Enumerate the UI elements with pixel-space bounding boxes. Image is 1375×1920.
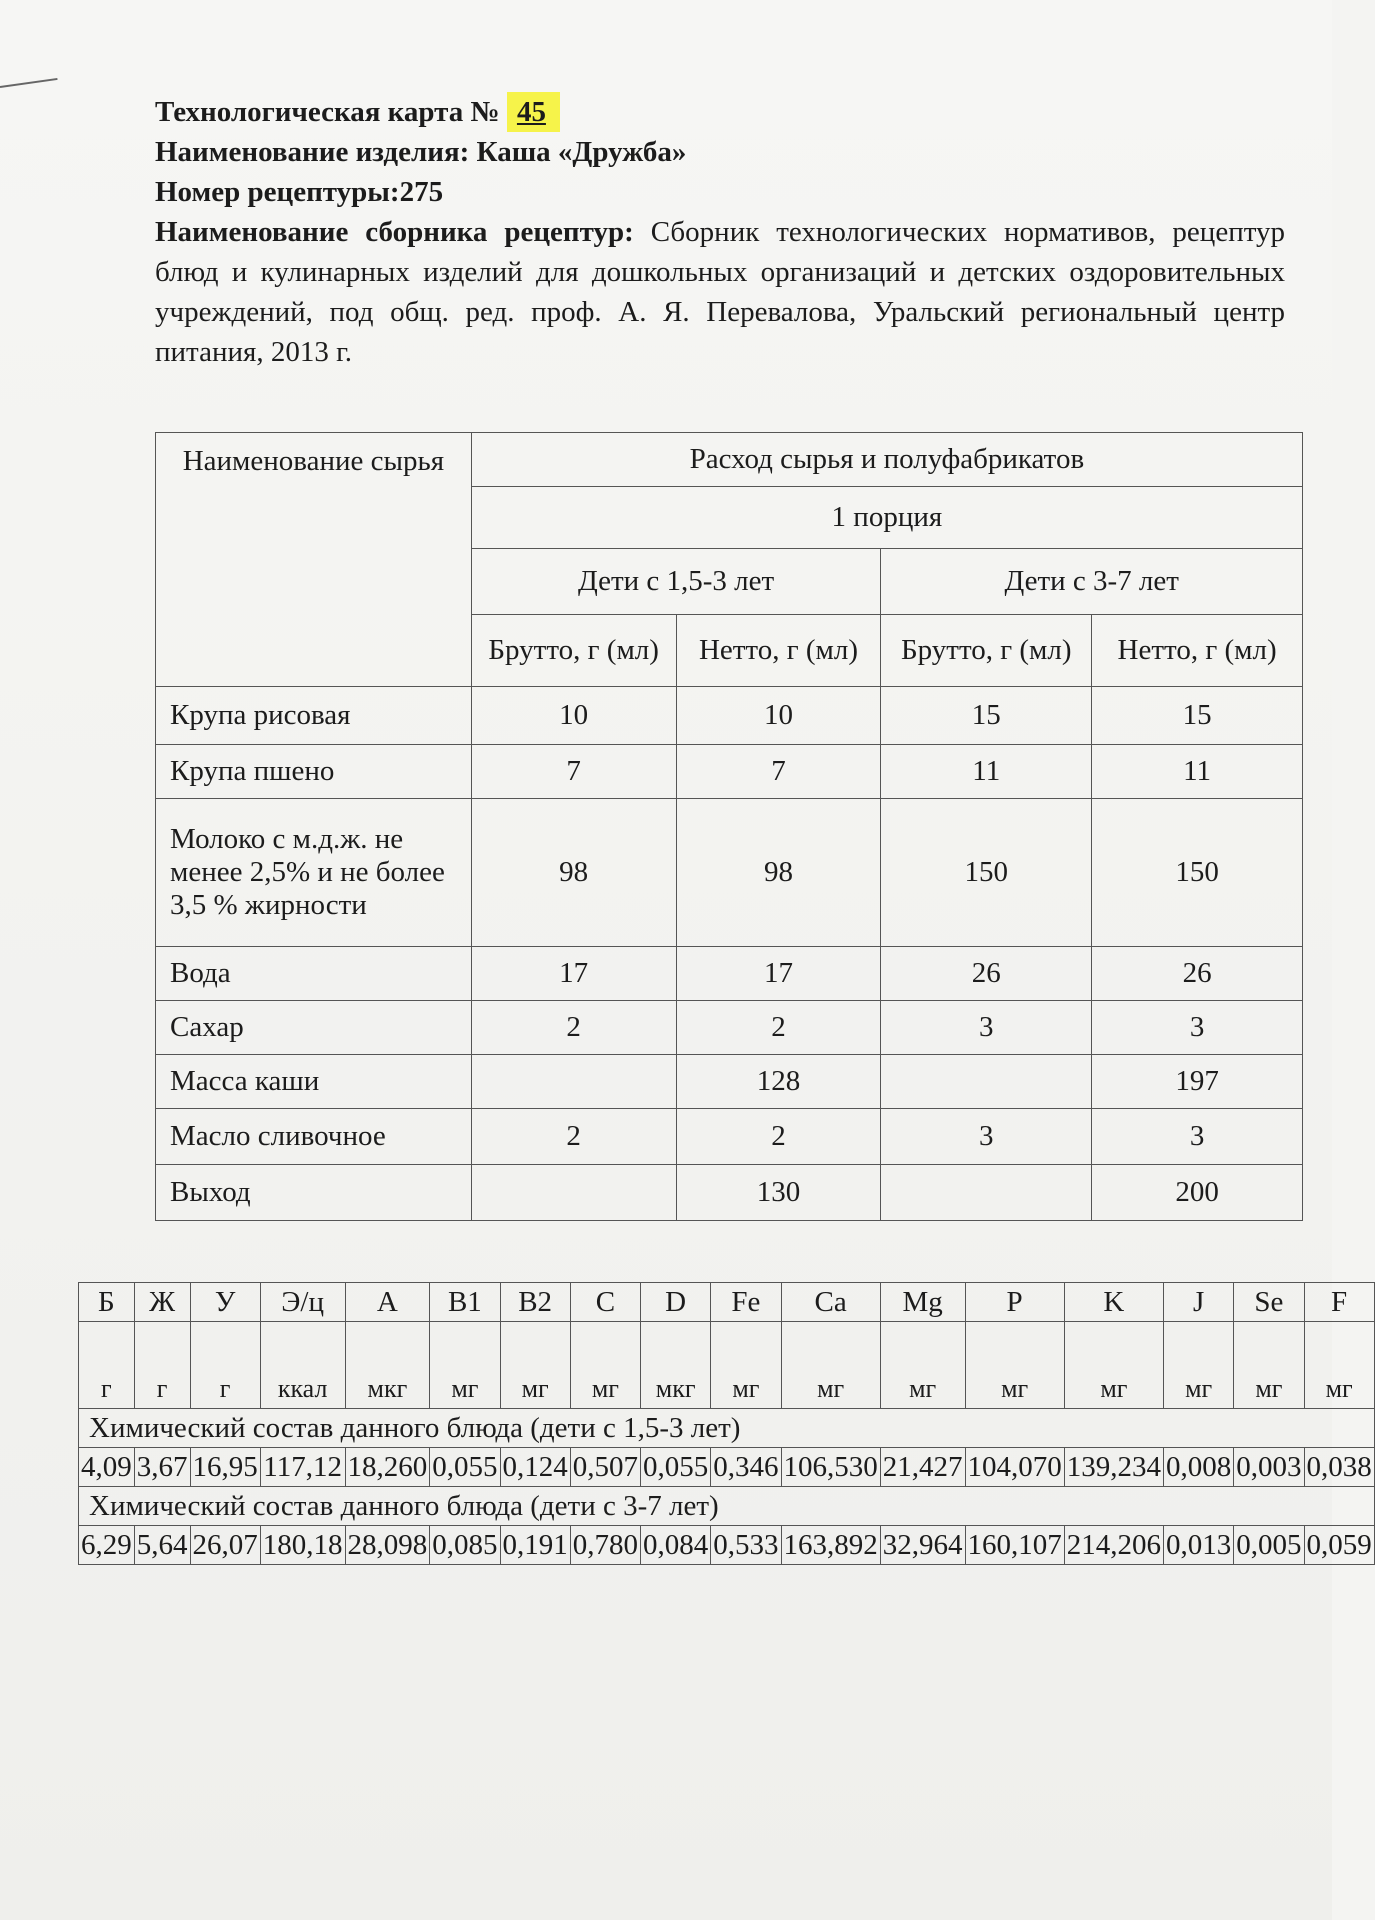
collection-line [155, 212, 1285, 372]
table-row [156, 745, 1303, 799]
amount-cell: 15 [1092, 687, 1303, 745]
nutrient-header: А [345, 1283, 430, 1322]
nutrient-header: Se [1234, 1283, 1304, 1322]
value-cell: 32,964 [880, 1526, 965, 1565]
nutrient-header: P [965, 1283, 1064, 1322]
unit-cell: мг [1234, 1322, 1304, 1409]
brutto-header: Брутто, г (мл) [881, 615, 1092, 687]
unit-cell: мг [1164, 1322, 1234, 1409]
card-label: Технологическая карта № [155, 96, 500, 128]
value-cell: 0,124 [500, 1448, 570, 1487]
amount-cell: 150 [881, 799, 1092, 947]
nutrient-header: Э/ц [260, 1283, 345, 1322]
value-cell: 0,038 [1304, 1448, 1374, 1487]
value-cell: 21,427 [880, 1448, 965, 1487]
value-cell: 28,098 [345, 1526, 430, 1565]
value-cell: 0,533 [711, 1526, 781, 1565]
amount-cell: 26 [1092, 947, 1303, 1001]
nutrient-header: Mg [880, 1283, 965, 1322]
value-cell: 0,059 [1304, 1526, 1374, 1565]
ingredient-name: Сахар [156, 1001, 472, 1055]
amount-cell [881, 1165, 1092, 1221]
nutrient-header: Б [79, 1283, 135, 1322]
brutto-header: Брутто, г (мл) [471, 615, 676, 687]
amount-cell: 7 [676, 745, 881, 799]
unit-cell: мг [430, 1322, 500, 1409]
unit-cell: мг [880, 1322, 965, 1409]
table-row [156, 799, 1303, 947]
table-row [156, 1001, 1303, 1055]
unit-cell: мг [500, 1322, 570, 1409]
value-cell: 0,085 [430, 1526, 500, 1565]
unit-cell: мкг [345, 1322, 430, 1409]
amount-cell: 10 [471, 687, 676, 745]
table-row [156, 1165, 1303, 1221]
value-cell: 0,191 [500, 1526, 570, 1565]
document-header [155, 92, 1285, 372]
recipe-label: Номер рецептуры: [155, 176, 400, 208]
value-cell: 26,07 [190, 1526, 260, 1565]
product-label: Наименование изделия: [155, 136, 470, 168]
amount-cell: 3 [881, 1001, 1092, 1055]
section-title: Химический состав данного блюда (дети с 1,5-3 лет) [79, 1409, 1375, 1448]
value-cell: 16,95 [190, 1448, 260, 1487]
ingredient-name: Масса каши [156, 1055, 472, 1109]
ingredient-name: Крупа рисовая [156, 687, 472, 745]
table-row [156, 687, 1303, 745]
value-cell: 3,67 [134, 1448, 190, 1487]
name-header: Наименование сырья [156, 433, 472, 687]
section-title: Химический состав данного блюда (дети с 3-7 лет) [79, 1487, 1375, 1526]
value-cell: 18,260 [345, 1448, 430, 1487]
nutrient-header: B1 [430, 1283, 500, 1322]
table-row [156, 947, 1303, 1001]
nutrient-header: C [570, 1283, 640, 1322]
unit-cell: мг [711, 1322, 781, 1409]
ingredient-name: Вода [156, 947, 472, 1001]
nutrient-header: D [641, 1283, 711, 1322]
amount-cell: 200 [1092, 1165, 1303, 1221]
netto-header: Нетто, г (мл) [676, 615, 881, 687]
value-cell: 6,29 [79, 1526, 135, 1565]
nutrient-header: Fe [711, 1283, 781, 1322]
nutrition-table [78, 1282, 1375, 1565]
unit-cell: г [79, 1322, 135, 1409]
value-cell: 0,055 [430, 1448, 500, 1487]
unit-cell: мг [1304, 1322, 1374, 1409]
unit-cell: ккал [260, 1322, 345, 1409]
product-line [155, 132, 1285, 172]
nutrient-header: J [1164, 1283, 1234, 1322]
value-cell: 214,206 [1064, 1526, 1163, 1565]
amount-cell: 3 [881, 1109, 1092, 1165]
value-cell: 180,18 [260, 1526, 345, 1565]
nutrient-header: K [1064, 1283, 1163, 1322]
unit-cell: г [190, 1322, 260, 1409]
value-cell: 0,507 [570, 1448, 640, 1487]
amount-cell: 3 [1092, 1001, 1303, 1055]
ingredient-name: Молоко с м.д.ж. не менее 2,5% и не более 3,5 % жирности [156, 799, 472, 947]
amount-cell: 98 [471, 799, 676, 947]
amount-cell: 128 [676, 1055, 881, 1109]
amount-cell [471, 1055, 676, 1109]
value-cell: 0,003 [1234, 1448, 1304, 1487]
unit-cell: г [134, 1322, 190, 1409]
value-cell: 160,107 [965, 1526, 1064, 1565]
amount-cell: 17 [676, 947, 881, 1001]
value-cell: 163,892 [781, 1526, 880, 1565]
recipe-line [155, 172, 1285, 212]
value-cell: 0,084 [641, 1526, 711, 1565]
recipe-number: 275 [399, 176, 444, 208]
amount-cell: 98 [676, 799, 881, 947]
unit-cell: мг [965, 1322, 1064, 1409]
value-cell: 5,64 [134, 1526, 190, 1565]
amount-cell: 130 [676, 1165, 881, 1221]
netto-header: Нетто, г (мл) [1092, 615, 1303, 687]
amount-cell: 26 [881, 947, 1092, 1001]
product-name: Каша «Дружба» [476, 136, 687, 168]
nutrient-header: F [1304, 1283, 1374, 1322]
group2-header: Дети с 3-7 лет [881, 549, 1303, 615]
amount-cell: 150 [1092, 799, 1303, 947]
value-cell: 106,530 [781, 1448, 880, 1487]
unit-cell: мкг [641, 1322, 711, 1409]
amount-cell [471, 1165, 676, 1221]
value-cell: 0,013 [1164, 1526, 1234, 1565]
unit-cell: мг [781, 1322, 880, 1409]
nutrient-header: B2 [500, 1283, 570, 1322]
value-cell: 0,346 [711, 1448, 781, 1487]
consumption-header: Расход сырья и полуфабрикатов [471, 433, 1302, 487]
amount-cell: 15 [881, 687, 1092, 745]
nutrient-header: Ca [781, 1283, 880, 1322]
card-title-line [155, 92, 1285, 132]
amount-cell: 2 [471, 1001, 676, 1055]
amount-cell: 3 [1092, 1109, 1303, 1165]
value-cell: 0,055 [641, 1448, 711, 1487]
amount-cell: 10 [676, 687, 881, 745]
nutrient-header: У [190, 1283, 260, 1322]
amount-cell: 7 [471, 745, 676, 799]
amount-cell: 17 [471, 947, 676, 1001]
amount-cell: 2 [471, 1109, 676, 1165]
value-cell: 139,234 [1064, 1448, 1163, 1487]
ingredient-name: Выход [156, 1165, 472, 1221]
amount-cell: 2 [676, 1109, 881, 1165]
collection-text: Сборник технологических нормативов, рецептур блюд и кулинарных изделий для дошкольных организаций и детских оздоровительных учреждений, под общ. ред. проф. А. Я. Перевалова, Уральский региональный центр питания, 2013 г. [155, 216, 1286, 368]
unit-cell: мг [1064, 1322, 1163, 1409]
amount-cell [881, 1055, 1092, 1109]
ingredient-name: Крупа пшено [156, 745, 472, 799]
value-cell: 104,070 [965, 1448, 1064, 1487]
ingredient-name: Масло сливочное [156, 1109, 472, 1165]
table-row [156, 1055, 1303, 1109]
value-cell: 0,008 [1164, 1448, 1234, 1487]
amount-cell: 11 [881, 745, 1092, 799]
portion-header: 1 порция [471, 487, 1302, 549]
table-row [156, 1109, 1303, 1165]
value-cell: 4,09 [79, 1448, 135, 1487]
margin-mark [0, 78, 58, 88]
card-number: 45 [507, 92, 560, 132]
value-cell: 0,780 [570, 1526, 640, 1565]
raw-materials-table [155, 432, 1303, 1221]
amount-cell: 11 [1092, 745, 1303, 799]
collection-label: Наименование сборника рецептур: [155, 216, 634, 248]
unit-cell: мг [570, 1322, 640, 1409]
amount-cell: 197 [1092, 1055, 1303, 1109]
nutrient-header: Ж [134, 1283, 190, 1322]
value-cell: 117,12 [260, 1448, 345, 1487]
amount-cell: 2 [676, 1001, 881, 1055]
value-cell: 0,005 [1234, 1526, 1304, 1565]
group1-header: Дети с 1,5-3 лет [471, 549, 881, 615]
